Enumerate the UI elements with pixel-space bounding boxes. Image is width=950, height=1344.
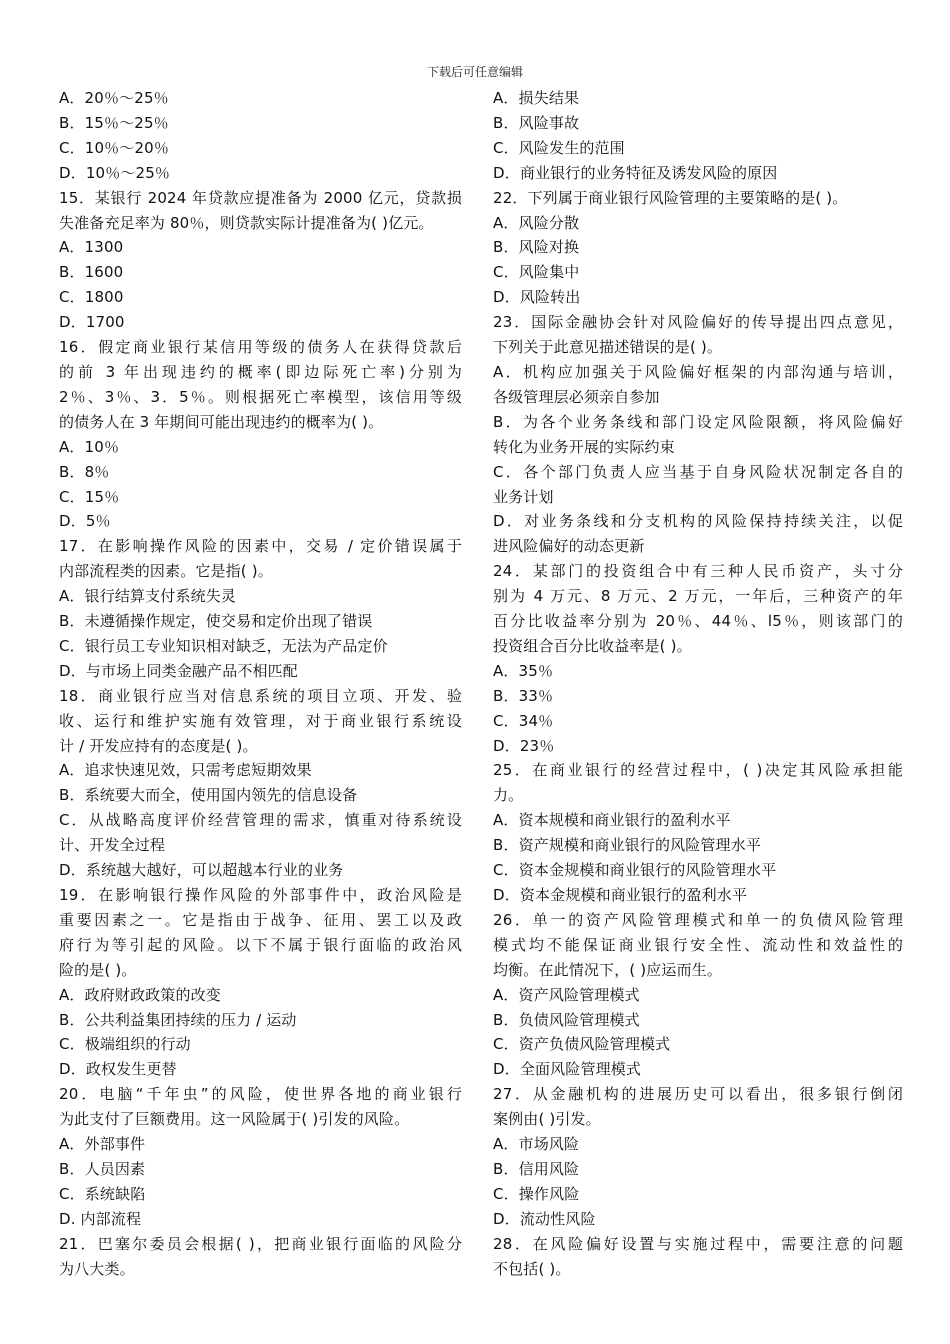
- left-text-line: 重要因素之一。它是指由于战争、征用、罢工以及政: [59, 910, 462, 929]
- right-text-line: B．33％: [493, 686, 554, 705]
- right-text-line: A．35％: [493, 661, 554, 680]
- left-text-line: C．15％: [59, 487, 120, 506]
- left-text-line: 失准备充足率为 80％，则贷款实际计提准备为( )亿元。: [59, 213, 434, 232]
- left-text-line: 内部流程类的因素。它是指( )。: [59, 562, 273, 581]
- left-text-line: A．政府财政政策的改变: [59, 985, 221, 1004]
- left-text-line: A．10％: [59, 437, 120, 456]
- left-text-line: A．追求快速见效，只需考虑短期效果: [59, 761, 312, 780]
- left-text-line: 15．某银行 2024 年贷款应提准备为 2000 亿元，贷款损: [59, 188, 462, 207]
- right-text-line: 不包括( )。: [493, 1259, 571, 1278]
- page-header: 下载后可任意编辑: [426, 65, 523, 79]
- right-text-line: B．负债风险管理模式: [493, 1010, 640, 1029]
- right-text-line: 各级管理层必须亲自参加: [493, 387, 660, 406]
- left-text-line: B．人员因素: [59, 1159, 146, 1178]
- right-text-line: D．风险转出: [493, 288, 581, 307]
- right-text-line: 业务计划: [493, 487, 554, 506]
- left-text-line: B．公共利益集团持续的压力 / 运动: [59, 1010, 297, 1029]
- left-column: [59, 86, 462, 1282]
- left-text-line: C．10％～20％: [59, 138, 169, 157]
- left-text-line: D．与市场上同类金融产品不相匹配: [59, 661, 298, 680]
- left-text-line: D．系统越大越好，可以超越本行业的业务: [59, 861, 344, 880]
- left-text-line: D．政权发生更替: [59, 1060, 177, 1079]
- right-text-line: 均衡。在此情况下，( )应运而生。: [493, 960, 723, 979]
- right-text-line: B．为各个业务条线和部门设定风险限额，将风险偏好: [493, 412, 903, 431]
- right-text-line: 力。: [493, 786, 524, 805]
- left-text-line: C．从战略高度评价经营管理的需求，慎重对待系统设: [59, 811, 462, 830]
- left-text-line: 险的是( )。: [59, 960, 137, 979]
- left-text-line: D. 内部流程: [59, 1209, 142, 1228]
- left-text-line: D．10％～25％: [59, 163, 171, 182]
- left-text-line: B．系统要大而全，使用国内领先的信息设备: [59, 786, 358, 805]
- left-text-line: C．极端组织的行动: [59, 1035, 191, 1054]
- left-text-line: 2％、3％、3．5％。则根据死亡率模型，该信用等级: [59, 387, 462, 406]
- left-text-line: 17．在影响操作风险的因素中，交易 / 定价错误属于: [59, 537, 462, 556]
- left-text-line: 计、开发全过程: [59, 836, 166, 855]
- right-text-line: 28．在风险偏好设置与实施过程中，需要注意的问题: [493, 1234, 903, 1253]
- left-text-line: B．8％: [59, 462, 110, 481]
- left-text-line: 16．假定商业银行某信用等级的债务人在获得贷款后: [59, 338, 462, 357]
- right-text-line: B．风险事故: [493, 113, 580, 132]
- right-text-line: A．市场风险: [493, 1135, 580, 1154]
- left-text-line: B．1600: [59, 263, 124, 282]
- right-text-line: C．资产负债风险管理模式: [493, 1035, 671, 1054]
- left-text-line: 18．商业银行应当对信息系统的项目立项、开发、验: [59, 686, 462, 705]
- left-text-line: 为此支付了巨额费用。这一风险属于( )引发的风险。: [59, 1110, 410, 1129]
- right-text-line: 24．某部门的投资组合中有三种人民币资产，头寸分: [493, 562, 903, 581]
- left-text-line: 的前 3 年出现违约的概率(即边际死亡率)分别为: [59, 362, 462, 381]
- right-text-line: 百分比收益率分别为 20％、44％、l5％，则该部门的: [493, 612, 903, 631]
- left-text-line: 21．巴塞尔委员会根据( )，把商业银行面临的风险分: [59, 1234, 462, 1253]
- right-text-line: 进风险偏好的动态更新: [493, 537, 645, 556]
- right-text-line: 别为 4 万元、8 万元、2 万元，一年后，三种资产的年: [493, 587, 903, 606]
- left-text-line: C．1800: [59, 288, 124, 307]
- right-text-line: B．资产规模和商业银行的风险管理水平: [493, 836, 761, 855]
- left-text-line: D．1700: [59, 313, 125, 332]
- right-text-line: A．资产风险管理模式: [493, 985, 640, 1004]
- left-text-line: 计 / 开发应持有的态度是( )。: [59, 736, 258, 755]
- right-text-line: A．损失结果: [493, 89, 580, 107]
- right-text-line: C．风险集中: [493, 263, 580, 282]
- right-text-line: 26．单一的资产风险管理模式和单一的负债风险管理: [493, 910, 903, 929]
- left-text-line: C．系统缺陷: [59, 1184, 146, 1203]
- right-text-line: 23．国际金融协会针对风险偏好的传导提出四点意见，: [493, 313, 903, 332]
- left-text-line: 20．电脑“千年虫”的风险，使世界各地的商业银行: [59, 1085, 462, 1104]
- right-text-line: A．机构应加强关于风险偏好框架的内部沟通与培训，: [493, 362, 903, 381]
- right-text-line: 案例由( )引发。: [493, 1110, 601, 1129]
- right-text-line: 22．下列属于商业银行风险管理的主要策略的是( )。: [493, 188, 848, 207]
- left-text-line: 收、运行和维护实施有效管理，对于商业银行系统设: [59, 711, 462, 730]
- left-text-line: A．银行结算支付系统失灵: [59, 587, 237, 606]
- right-text-line: B．信用风险: [493, 1159, 580, 1178]
- left-text-line: B．未遵循操作规定，使交易和定价出现了错误: [59, 612, 373, 631]
- right-text-line: D．23％: [493, 736, 555, 755]
- left-text-line: D．5％: [59, 512, 111, 531]
- right-text-line: 25．在商业银行的经营过程中，( )决定其风险承担能: [493, 761, 903, 780]
- left-text-line: 19．在影响银行操作风险的外部事件中，政治风险是: [59, 886, 462, 904]
- right-text-line: 转化为业务开展的实际约束: [493, 437, 675, 456]
- right-text-line: A．风险分散: [493, 213, 580, 232]
- left-text-line: A．外部事件: [59, 1135, 146, 1154]
- right-text-line: D．流动性风险: [493, 1209, 596, 1228]
- right-text-line: C．各个部门负责人应当基于自身风险状况制定各自的: [493, 462, 903, 481]
- right-text-line: A．资本规模和商业银行的盈利水平: [493, 811, 731, 830]
- left-text-line: B．15％～25％: [59, 113, 169, 132]
- left-text-line: C．银行员工专业知识相对缺乏，无法为产品定价: [59, 636, 388, 655]
- right-text-line: D．全面风险管理模式: [493, 1060, 642, 1079]
- right-text-line: 投资组合百分比收益率是( )。: [493, 636, 692, 655]
- right-text-line: 下列关于此意见描述错误的是( )。: [493, 338, 723, 357]
- right-text-line: C．资本金规模和商业银行的风险管理水平: [493, 861, 777, 880]
- left-text-line: 为八大类。: [59, 1259, 135, 1278]
- right-text-line: 27．从金融机构的进展历史可以看出，很多银行倒闭: [493, 1085, 903, 1104]
- right-text-line: D．对业务条线和分支机构的风险保持持续关注，以促: [493, 512, 903, 531]
- right-column: [493, 86, 903, 1282]
- right-text-line: B．风险对换: [493, 238, 580, 257]
- right-text-line: D．商业银行的业务特征及诱发风险的原因: [493, 163, 778, 182]
- left-text-line: 府行为等引起的风险。以下不属于银行面临的政治风: [59, 935, 462, 954]
- left-text-line: A．20％～25％: [59, 89, 169, 107]
- right-text-line: C．操作风险: [493, 1184, 580, 1203]
- right-text-line: C．风险发生的范围: [493, 138, 625, 157]
- right-text-line: C．34％: [493, 711, 554, 730]
- right-text-line: D．资本金规模和商业银行的盈利水平: [493, 886, 748, 904]
- right-text-line: 模式均不能保证商业银行安全性、流动性和效益性的: [493, 935, 903, 954]
- left-text-line: A．1300: [59, 238, 124, 257]
- left-text-line: 的债务人在 3 年期间可能出现违约的概率为( )。: [59, 412, 384, 431]
